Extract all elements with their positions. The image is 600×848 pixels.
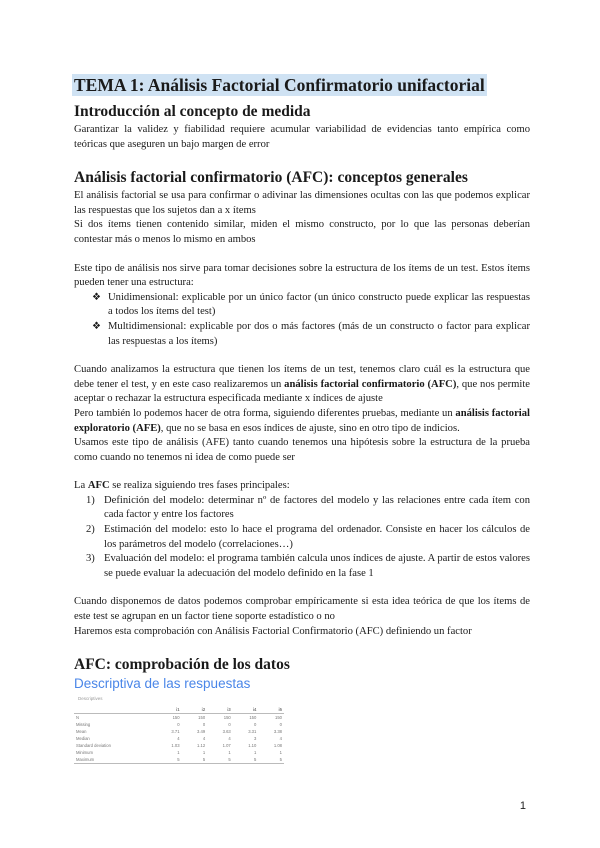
table-cell: 1.12 — [197, 743, 206, 749]
table-cell: 4 — [202, 736, 206, 742]
table-cell: Mean — [76, 729, 87, 735]
afc-heading: Análisis factorial confirmatorio (AFC): conceptos generales — [74, 169, 468, 187]
table-cell: 3.38 — [273, 729, 282, 735]
structure-list — [74, 291, 530, 349]
page-number: 1 — [519, 800, 526, 812]
table-row — [74, 735, 284, 742]
descriptives-table — [74, 706, 284, 764]
table-cell: Missing — [76, 722, 91, 728]
afc-paragraph-2: Si dos ítems tienen contenido similar, miden el mismo constructo, por lo que las personas deberían contestar más o menos lo mismo en ambos — [74, 219, 530, 245]
table-row — [74, 742, 284, 749]
afc-paragraph-6: Usamos este tipo de análisis (AFE) tanto cuando tenemos una hipótesis sobre la estructura de la prueba como cuando no tenemos ni idea de como puede ser — [74, 437, 530, 463]
table-cell: 5 — [228, 757, 231, 763]
table-cell: Standard deviation — [76, 743, 111, 749]
table-cell: 5 — [202, 757, 206, 763]
list-item: 3) Evaluación del modelo: el programa también calcula unos índices de ajuste. A partir de estos valores se puede evaluar la adecuación del modelo definido en la fase 1 — [86, 553, 530, 579]
list-item: ❖ Unidimensional: explicable por un único factor (un único constructo puede explicar las respuestas a todos los ítems del test) — [92, 291, 530, 318]
table-cell: 3.71 — [171, 729, 180, 735]
table-row — [74, 756, 284, 764]
table-cell: 1 — [254, 750, 257, 756]
table-cell: 1.10 — [248, 743, 257, 749]
intro-heading: Introducción al concepto de medida — [74, 103, 311, 120]
table-cell: 0 — [177, 722, 180, 728]
afc-paragraph-4: Cuando analizamos la estructura que tienen los ítems de un test, tenemos claro cuál es la estructura que debe tener el test, y en este caso realizaremos un análisis factorial confirmatorio (AFC), que nos permite aceptar o rechazar la estructura especificada mediante x índices de ajuste — [74, 364, 530, 405]
afc-paragraph-8: Cuando disponemos de datos podemos comprobar empíricamente si esta idea teórica de que los ítems de este test se agrupan en un factor tiene soporte estadístico o no — [74, 596, 530, 623]
table-cell: Maximum — [76, 757, 95, 763]
table-cell: 1 — [228, 750, 231, 756]
table-cell: 150 — [223, 715, 231, 721]
table-cell: 1.03 — [171, 743, 180, 749]
table-cell: 0 — [228, 722, 231, 728]
afc-paragraph-1: El análisis factorial se usa para confirmar o adivinar las dimensiones ocultas con las que podemos explicar las respuestas que los sujetos dan a x ítems — [74, 190, 530, 216]
table-title: Descriptives — [78, 696, 103, 702]
table-header-row: i1 i2 i3 i4 i5 — [74, 706, 284, 714]
table-row — [74, 721, 284, 728]
table-cell: 4 — [279, 736, 282, 742]
table-cell: 3.63 — [222, 729, 231, 735]
table-cell: N — [76, 715, 80, 721]
table-cell: 0 — [254, 722, 257, 728]
page-title: TEMA 1: Análisis Factorial Confirmatorio unifactorial — [74, 75, 485, 95]
table-cell: 5 — [177, 757, 180, 763]
check-subheading: Descriptiva de las respuestas — [74, 676, 251, 692]
afc-paragraph-3: Este tipo de análisis nos sirve para tomar decisiones sobre la estructura de los ítems de un test. Estos ítems pueden tener una estructura: — [74, 262, 530, 289]
table-cell: 4 — [228, 736, 231, 742]
table-cell: Median — [76, 736, 90, 742]
diamond-bullet-icon: ❖ — [92, 291, 101, 303]
check-heading: AFC: comprobación de los datos — [74, 656, 290, 674]
afc-paragraph-9: Haremos esta comprobación con Análisis Factorial Confirmatorio (AFC) definiendo un factor — [74, 625, 472, 637]
table-row — [74, 714, 284, 722]
table-cell: 150 — [249, 715, 257, 721]
list-item: 2) Estimación del modelo: esto lo hace el programa del ordenador. Consiste en hacer los cálculos de los parámetros del modelo (correlaciones…) — [86, 524, 530, 550]
table-cell: 0 — [279, 722, 282, 728]
table-cell: 150 — [275, 715, 282, 721]
table-cell: 0 — [202, 722, 206, 728]
table-cell: Minimum — [76, 750, 93, 756]
table-cell: 1.07 — [222, 743, 231, 749]
table-row — [74, 749, 284, 756]
table-cell: 1 — [279, 750, 282, 756]
list-item: ❖ Multidimensional: explicable por dos o más factores (más de un constructo o factor para explicar las respuestas a los ítems) — [92, 320, 530, 347]
phases-list — [74, 494, 530, 582]
afc-paragraph-5: Pero también lo podemos hacer de otra forma, siguiendo diferentes pruebas, mediante un análisis factorial exploratorio (AFE), que no se basa en esos índices de ajuste, sino en otro tipo de indicios. — [74, 407, 530, 434]
table-cell: 3.49 — [197, 729, 206, 735]
list-item: 1) Definición del modelo: determinar nº de factores del modelo y las relaciones entre cada ítem con cada factor y entre los factores — [86, 494, 530, 521]
afc-paragraph-7: La AFC se realiza siguiendo tres fases principales: — [74, 480, 290, 492]
descriptives-table-image — [74, 696, 284, 764]
table-cell: 3.31 — [248, 729, 257, 735]
table-cell: 1.08 — [273, 743, 282, 749]
table-cell: 5 — [254, 757, 257, 763]
diamond-bullet-icon: ❖ — [92, 320, 101, 332]
table-cell: 3 — [254, 736, 257, 742]
intro-text: Garantizar la validez y fiabilidad requiere acumular variabilidad de evidencias tanto empírica como teóricas que aseguren un bajo margen de error — [74, 124, 530, 150]
table-cell: 150 — [198, 715, 206, 721]
table-cell: 4 — [177, 736, 180, 742]
table-cell: 1 — [202, 750, 206, 756]
document-page — [74, 74, 530, 764]
table-cell: 150 — [172, 715, 180, 721]
table-row — [74, 728, 284, 735]
table-cell: 1 — [177, 750, 180, 756]
table-cell: 5 — [279, 757, 282, 763]
